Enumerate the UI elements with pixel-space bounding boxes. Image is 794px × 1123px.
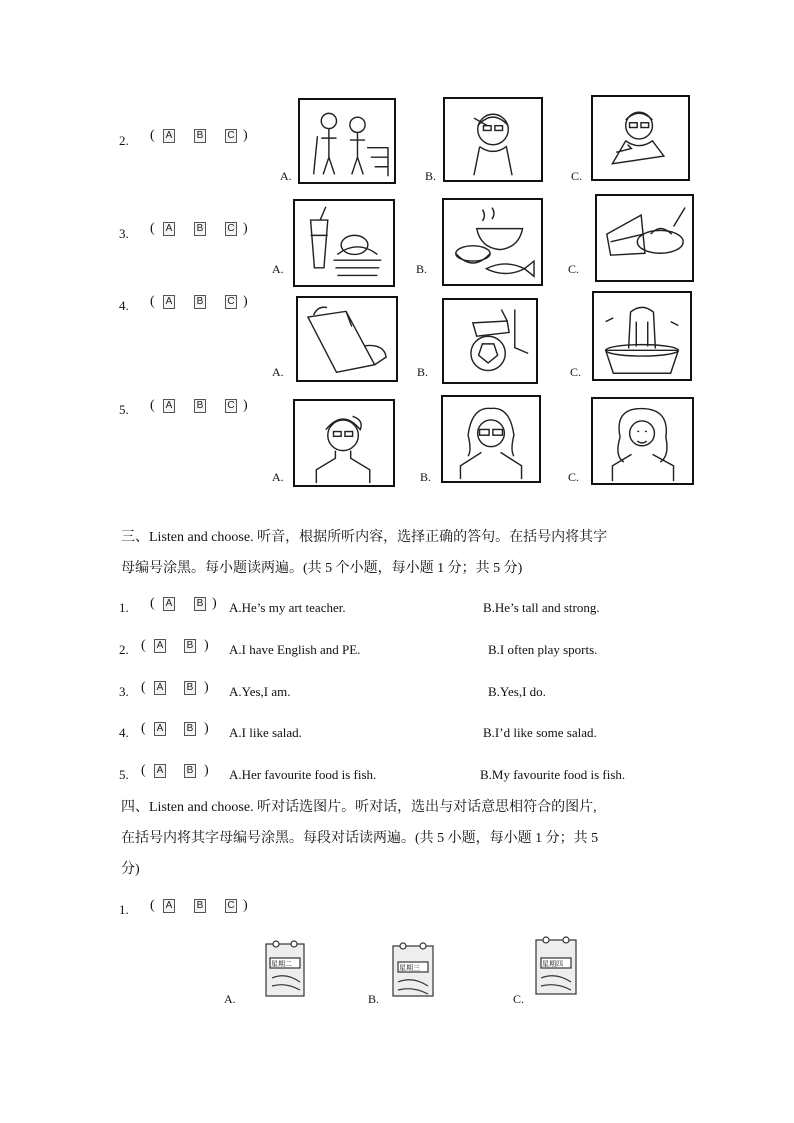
old-people-walking-picture[interactable] — [298, 98, 396, 184]
open-paren: ( — [150, 294, 155, 309]
option-label-b: B. — [425, 169, 437, 183]
choice-box-a[interactable]: A — [163, 295, 175, 309]
answer-option-b: B.He’s tall and strong. — [483, 600, 600, 615]
open-paren: ( — [150, 398, 155, 413]
choice-box-b[interactable]: B — [194, 295, 206, 309]
question-number: 3. — [119, 226, 129, 241]
choice-box-c[interactable]: C — [225, 399, 237, 413]
question-number: 2. — [119, 642, 129, 657]
option-label-b: B. — [416, 262, 428, 276]
option-label-a: A. — [224, 992, 236, 1006]
option-label-a: A. — [272, 262, 284, 276]
answer-option-a: A.Her favourite food is fish. — [229, 767, 377, 782]
section-4-heading-line-2: 在括号内将其字母编号涂黑。每段对话读两遍。(共 5 小题，每小题 1 分；共 5 — [121, 831, 599, 846]
boy-writing-picture[interactable] — [591, 95, 690, 181]
section-4-heading-line-3: 分) — [121, 862, 140, 877]
calendar-thursday-picture[interactable] — [530, 934, 582, 1000]
choice-box-a[interactable]: A — [163, 597, 175, 611]
option-label-b: B. — [417, 365, 429, 379]
woman-glasses-portrait-picture[interactable] — [441, 395, 541, 483]
question-number: 1. — [119, 902, 129, 917]
answer-option-b: B.Yes,I do. — [488, 684, 546, 699]
choice-box-a[interactable]: A — [163, 399, 175, 413]
close-paren: ) — [212, 596, 217, 611]
close-paren: ) — [243, 398, 248, 413]
section-3-heading-line-1: 三、Listen and choose. 听音，根据所听内容，选择正确的答句。在括号内将其字 — [121, 530, 608, 545]
answer-option-b: B.I often play sports. — [488, 642, 598, 657]
choice-box-b[interactable]: B — [184, 639, 196, 653]
calendar-wednesday-picture[interactable] — [388, 940, 438, 1002]
option-label-c: C. — [568, 470, 580, 484]
choice-box-c[interactable]: C — [225, 129, 237, 143]
option-label-c: C. — [513, 992, 525, 1006]
grandma-portrait-picture[interactable] — [293, 399, 395, 487]
choice-box-b[interactable]: B — [194, 597, 206, 611]
open-paren: ( — [150, 128, 155, 143]
section-3-heading — [121, 522, 681, 584]
juice-burger-picture[interactable] — [293, 199, 395, 287]
playing-football-picture[interactable] — [442, 298, 538, 384]
close-paren: ) — [243, 221, 248, 236]
close-paren: ) — [243, 294, 248, 309]
choice-box-a[interactable]: A — [163, 129, 175, 143]
open-paren: ( — [150, 898, 155, 913]
close-paren: ) — [204, 721, 209, 736]
washing-clothes-picture[interactable] — [592, 291, 692, 381]
close-paren: ) — [204, 763, 209, 778]
open-paren: ( — [141, 763, 146, 778]
choice-box-a[interactable]: A — [154, 681, 166, 695]
question-number: 5. — [119, 402, 129, 417]
open-paren: ( — [150, 596, 155, 611]
close-paren: ) — [243, 128, 248, 143]
close-paren: ) — [204, 638, 209, 653]
question-number: 3. — [119, 684, 129, 699]
answer-option-a: A.He’s my art teacher. — [229, 600, 346, 615]
option-label-a: A. — [272, 365, 284, 379]
open-paren: ( — [141, 680, 146, 695]
choice-box-c[interactable]: C — [225, 222, 237, 236]
calendar-day-label: 星期四 — [542, 960, 563, 968]
option-label-a: A. — [272, 470, 284, 484]
question-number: 5. — [119, 767, 129, 782]
rice-soup-fish-picture[interactable] — [442, 198, 543, 286]
option-label-c: C. — [568, 262, 580, 276]
answer-option-b: B.I’d like some salad. — [483, 725, 597, 740]
option-label-c: C. — [571, 169, 583, 183]
calendar-tuesday-picture[interactable] — [262, 938, 310, 1002]
choice-box-a[interactable]: A — [154, 764, 166, 778]
choice-box-b[interactable]: B — [184, 722, 196, 736]
choice-box-b[interactable]: B — [194, 129, 206, 143]
choice-box-b[interactable]: B — [194, 899, 206, 913]
calendar-day-label: 星期三 — [399, 964, 420, 972]
choice-box-b[interactable]: B — [184, 681, 196, 695]
answer-option-a: A.Yes,I am. — [229, 684, 291, 699]
option-label-c: C. — [570, 365, 582, 379]
sandwich-salad-picture[interactable] — [595, 194, 694, 282]
section-3-heading-line-2: 母编号涂黑。每小题读两遍。(共 5 个小题，每小题 1 分；共 5 分) — [121, 561, 523, 576]
option-label-a: A. — [280, 169, 292, 183]
answer-option-a: A.I have English and PE. — [229, 642, 361, 657]
question-number: 4. — [119, 298, 129, 313]
close-paren: ) — [243, 898, 248, 913]
young-woman-portrait-picture[interactable] — [591, 397, 694, 485]
answer-option-b: B.My favourite food is fish. — [480, 767, 626, 782]
answer-option-a: A.I like salad. — [229, 725, 302, 740]
option-label-b: B. — [368, 992, 380, 1006]
option-label-b: B. — [420, 470, 432, 484]
question-number: 1. — [119, 600, 129, 615]
choice-box-c[interactable]: C — [225, 295, 237, 309]
choice-box-c[interactable]: C — [225, 899, 237, 913]
choice-box-b[interactable]: B — [184, 764, 196, 778]
section-4-heading — [121, 792, 681, 885]
open-paren: ( — [150, 221, 155, 236]
open-paren: ( — [141, 721, 146, 736]
reading-book-picture[interactable] — [296, 296, 398, 382]
calendar-day-label: 星期二 — [271, 960, 292, 968]
question-number: 2. — [119, 133, 129, 148]
choice-box-a[interactable]: A — [163, 899, 175, 913]
boy-wiping-sweat-picture[interactable] — [443, 97, 543, 182]
choice-box-a[interactable]: A — [154, 722, 166, 736]
question-number: 4. — [119, 725, 129, 740]
section-4-heading-line-1: 四、Listen and choose. 听对话选图片。听对话，选出与对话意思相符合的图片, — [121, 800, 597, 815]
choice-box-a[interactable]: A — [154, 639, 166, 653]
open-paren: ( — [141, 638, 146, 653]
choice-box-b[interactable]: B — [194, 399, 206, 413]
choice-box-a[interactable]: A — [163, 222, 175, 236]
close-paren: ) — [204, 680, 209, 695]
choice-box-b[interactable]: B — [194, 222, 206, 236]
